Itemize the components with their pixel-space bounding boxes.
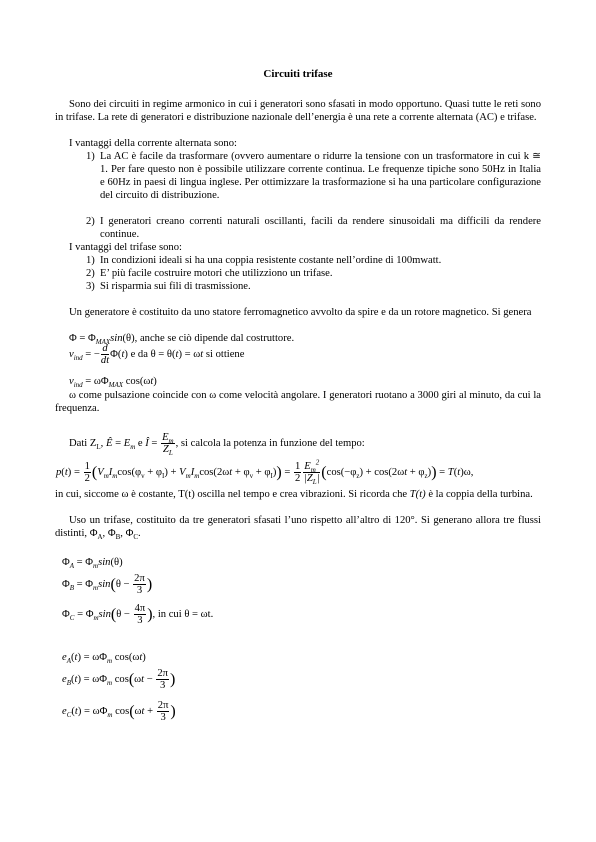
tri-item-1-number: 1)	[86, 255, 95, 266]
ac-item-2-number: 2)	[86, 216, 95, 227]
flux-a-equation: $\Phi_A = \Phi_m\sin(\theta)$	[62, 557, 123, 571]
trifase-paragraph: Uso un trifase, costituito da tre generatori sfasati l’uno rispetto all’altro di 120°. Si generano allora tre flussi distinti, $\Phi_A$, $\Phi_B$, $\Phi_C$.	[55, 515, 541, 542]
intro-paragraph: Sono dei circuiti in regime armonico in cui i generatori sono sfasati in modo opportuno. Quasi tutte le reti sono in trifase. La rete di generatori e distribuzione nazionale dell’energia è una rete a corrente alternata (AC) e trifase.	[55, 99, 541, 123]
in-cui-text: , in cui θ = ωt.	[152, 608, 214, 620]
generator-paragraph: Un generatore è costituito da uno statore ferromagnetico avvolto da spire e da un rotore magnetico. Si genera	[69, 307, 532, 318]
page-title: Circuiti trifase	[263, 68, 333, 80]
tri-item-1	[86, 254, 541, 267]
tri-item-2	[86, 267, 541, 280]
ac-item-2	[86, 215, 541, 241]
dati-text: Dati Z	[69, 437, 97, 449]
tri-item-3-text: Si risparmia sui fili di trasmissione.	[100, 281, 251, 292]
flux-note: , anche se ciò dipende dal costruttore.	[134, 333, 295, 344]
torque-symbol: T(t)	[409, 489, 426, 500]
ac-item-1-text: La AC è facile da trasformare (ovvero aumentare o ridurre la tensione con un trasformatore in cui k ≅ 1. Per fare questo non è possibile utilizzare corrente continua. Le frequenze tipiche sono 50Hz in Italia e 60Hz in paesi di lingua inglese. Per ottimizzare la trasformazione si ha una particolare configurazione del circuito di distribuzione.	[100, 151, 541, 201]
tri-item-2-text: E’ più facile costruire motori che utilizziono un trifase.	[100, 268, 333, 279]
emf-derivative-equation: $v_{ind}$ = − $\frac{d}{dt}$ Φ(t) e da θ = θ(t) = ωt si ottiene	[69, 343, 245, 366]
power-equation: p(t) = $\frac{1}{2}$ $(V_mI_m\cos(\varphi_v + \varphi_I) + V_mI_m\cos(2\omega t + \varphi_v + \varphi_I))$ = $\frac{1}{2}$ $\frac{E_m^2}{|Z_L|}$ $(\cos(-\varphi_z) + \cos(2\omega t + \varphi_z)) = T(t)\omega$,	[56, 458, 474, 487]
power-note: , si calcola la potenza in funzione del tempo:	[175, 437, 365, 449]
torque-text-b: è la coppia della turbina.	[425, 489, 533, 500]
emf-b-equation: $e_B(t) = \omega\Phi_m$ cos(ωt − $\frac{2\pi}{3}$ )	[62, 668, 176, 691]
trifase-text: Uso un trifase, costituito da tre generatori sfasati l’uno rispetto all’altro di 120°. Si generano allora tre flussi distinti, Φ	[55, 515, 541, 539]
trifase-heading: I vantaggi del trifase sono:	[69, 242, 182, 253]
torque-text-a: in cui, siccome ω è costante, T(t) oscilla nel tempo e crea vibrazioni. Si ricorda che	[55, 489, 410, 500]
ac-item-2-text: I generatori creano correnti naturali oscillanti, facili da rendere sinusoidali ma difficili da rendere continue.	[100, 216, 541, 240]
flux-b-equation: $\Phi_B = \Phi_m\sin(\theta$ − $\frac{2\pi}{3}$ )	[62, 573, 153, 596]
emf-c-equation: $e_C(t) = \omega\Phi_m$ cos(ωt + $\frac{2\pi}{3}$ )	[62, 700, 176, 723]
ac-item-1-number: 1)	[86, 151, 95, 162]
ac-item-1	[86, 150, 541, 202]
e-da-text: e da	[127, 348, 151, 360]
tri-item-3	[86, 280, 541, 293]
torque-paragraph	[55, 488, 541, 501]
given-values-line: Dati $Z_L$, Ê = $E_m$ e Î = $\frac{E_m}{Z_L}$ , si calcola la potenza in funzione del tempo:	[69, 432, 365, 458]
si-ottiene-text: si ottiene	[203, 348, 245, 360]
tri-item-1-text: In condizioni ideali si ha una coppia resistente costante nell’ordine di 100mwatt.	[100, 255, 442, 266]
flux-equation: $\Phi = \Phi_{MAX}\sin(\theta)$, anche se ciò dipende dal costruttore.	[69, 333, 295, 347]
omega-paragraph: ω come pulsazione coincide con ω come velocità angolare. I generatori ruotano a 3000 giri al minuto, da cui la frequenza.	[55, 390, 541, 414]
ac-heading: I vantaggi della corrente alternata sono:	[69, 138, 237, 149]
emf-result-equation: $v_{ind} = \omega\Phi_{MAX}$ cos(ωt)	[69, 376, 157, 390]
emf-a-equation: $e_A(t) = \omega\Phi_m$ cos(ωt)	[62, 652, 146, 666]
tri-item-3-number: 3)	[86, 281, 95, 292]
tri-item-2-number: 2)	[86, 268, 95, 279]
flux-c-equation: $\Phi_C = \Phi_m\sin(\theta$ − $\frac{4\pi}{3}$ ), in cui θ = ωt.	[62, 603, 214, 626]
